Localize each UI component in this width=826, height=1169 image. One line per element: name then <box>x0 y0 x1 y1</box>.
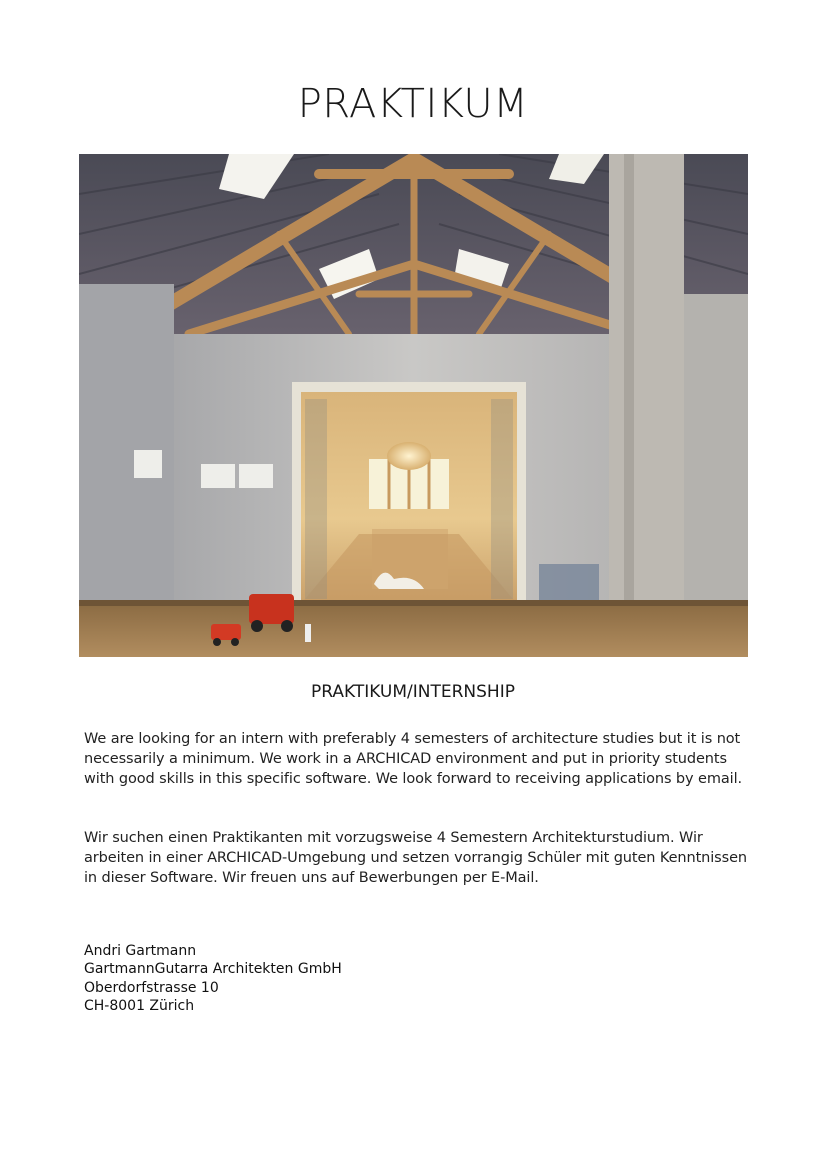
contact-company: GartmannGutarra Architekten GmbH <box>84 961 342 978</box>
contact-name: Andri Gartmann <box>84 943 197 959</box>
section-heading: PRAKTIKUM/INTERNSHIP <box>311 682 515 702</box>
contact-street: Oberdorfstrasse 10 <box>84 979 219 996</box>
hero-photo <box>79 154 748 657</box>
page-title: PRAKTIKUM <box>297 81 529 127</box>
contact-block <box>84 942 342 1015</box>
paragraph-german: Wir suchen einen Praktikanten mit vorzugsweise 4 Semestern Architekturstudium. Wir arbeiten in einer ARCHICAD-Umgebung und setzen vorrangig Schüler mit guten Kenntnissen in dieser Software. Wir freuen uns auf Bewerbungen per E-Mail. <box>84 830 748 886</box>
paragraph-english: We are looking for an intern with preferably 4 semesters of architecture studies but it is not necessarily a minimum. We work in a ARCHICAD environment and put in priority students with good skills in this specific software. We look forward to receiving applications by email. <box>84 731 743 787</box>
contact-city: CH-8001 Zürich <box>84 997 195 1014</box>
